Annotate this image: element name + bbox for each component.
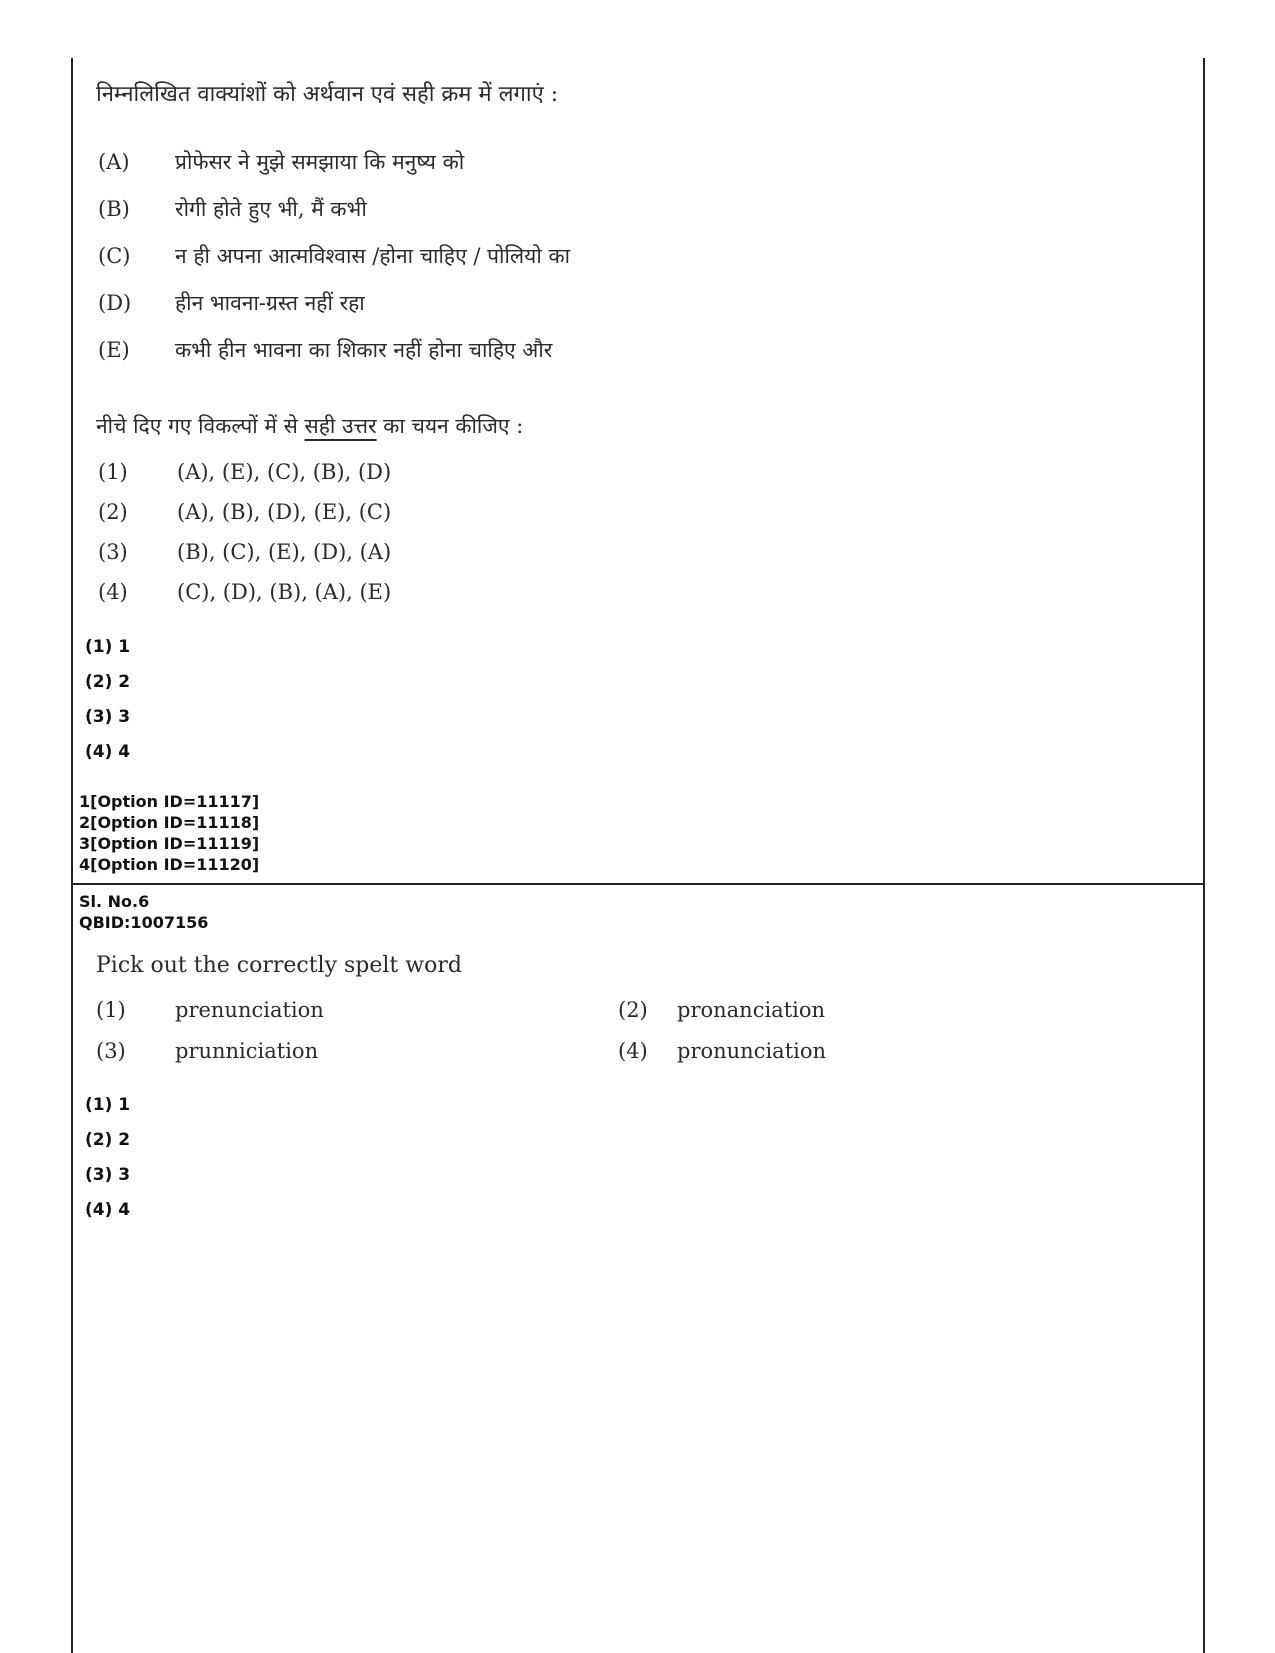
statement-c-label: (C)	[98, 244, 131, 268]
option-id-2: 2[Option ID=11118]	[79, 813, 260, 832]
statement-a-label: (A)	[98, 150, 130, 174]
choice-4-number: (4)	[98, 580, 128, 604]
left-border	[71, 58, 73, 1653]
q6-choice-4-text: pronunciation	[677, 1039, 827, 1063]
answer-option-1[interactable]: (1) 1	[85, 637, 131, 657]
choice-4-text: (C), (D), (B), (A), (E)	[177, 580, 392, 604]
question-5-intro: निम्नलिखित वाक्यांशों को अर्थवान एवं सही क्रम में लगाएं :	[96, 82, 559, 107]
option-id-1: 1[Option ID=11117]	[79, 792, 260, 811]
answer-option-4[interactable]: (4) 4	[85, 742, 131, 762]
option-id-3: 3[Option ID=11119]	[79, 834, 260, 853]
q6-choice-4-number: (4)	[618, 1039, 648, 1063]
q6-choice-3-text: prunniciation	[175, 1039, 319, 1063]
choice-1-text: (A), (E), (C), (B), (D)	[177, 460, 392, 484]
q6-answer-option-3[interactable]: (3) 3	[85, 1165, 131, 1185]
option-id-4: 4[Option ID=11120]	[79, 855, 260, 874]
statement-d-text: हीन भावना-ग्रस्त नहीं रहा	[175, 291, 365, 315]
q6-choice-1-text: prenunciation	[175, 998, 324, 1022]
choice-2-text: (A), (B), (D), (E), (C)	[177, 500, 392, 524]
question-bank-id: QBID:1007156	[79, 913, 209, 932]
answer-option-3[interactable]: (3) 3	[85, 707, 131, 727]
serial-number: Sl. No.6	[79, 892, 150, 911]
q6-choice-3-number: (3)	[96, 1039, 126, 1063]
answer-option-2[interactable]: (2) 2	[85, 672, 131, 692]
q6-choice-1-number: (1)	[96, 998, 126, 1022]
q6-answer-option-4[interactable]: (4) 4	[85, 1200, 131, 1220]
question-6-header	[79, 891, 208, 933]
choice-3-text: (B), (C), (E), (D), (A)	[177, 540, 392, 564]
statement-e-text: कभी हीन भावना का शिकार नहीं होना चाहिए और	[175, 338, 553, 362]
question-separator	[71, 883, 1205, 885]
underlined-phrase: सही उत्तर	[304, 414, 377, 438]
statement-e-label: (E)	[98, 338, 130, 362]
statement-c-text: न ही अपना आत्मविश्वास /होना चाहिए / पोलियो का	[175, 244, 571, 268]
right-border	[1203, 58, 1205, 1653]
q6-answer-option-2[interactable]: (2) 2	[85, 1130, 131, 1150]
choice-1-number: (1)	[98, 460, 128, 484]
q6-choice-2-number: (2)	[618, 998, 648, 1022]
q6-choice-2-text: pronanciation	[677, 998, 826, 1022]
q6-answer-option-1[interactable]: (1) 1	[85, 1095, 131, 1115]
question-5-instruction: नीचे दिए गए विकल्पों में से सही उत्तर का चयन कीजिए :	[96, 414, 524, 438]
statement-a-text: प्रोफेसर ने मुझे समझाया कि मनुष्य को	[175, 150, 465, 174]
choice-2-number: (2)	[98, 500, 128, 524]
choice-3-number: (3)	[98, 540, 128, 564]
option-id-list	[79, 791, 259, 875]
statement-b-text: रोगी होते हुए भी, मैं कभी	[175, 197, 367, 221]
question-6-text: Pick out the correctly spelt word	[96, 953, 462, 978]
statement-b-label: (B)	[98, 197, 130, 221]
statement-d-label: (D)	[98, 291, 132, 315]
